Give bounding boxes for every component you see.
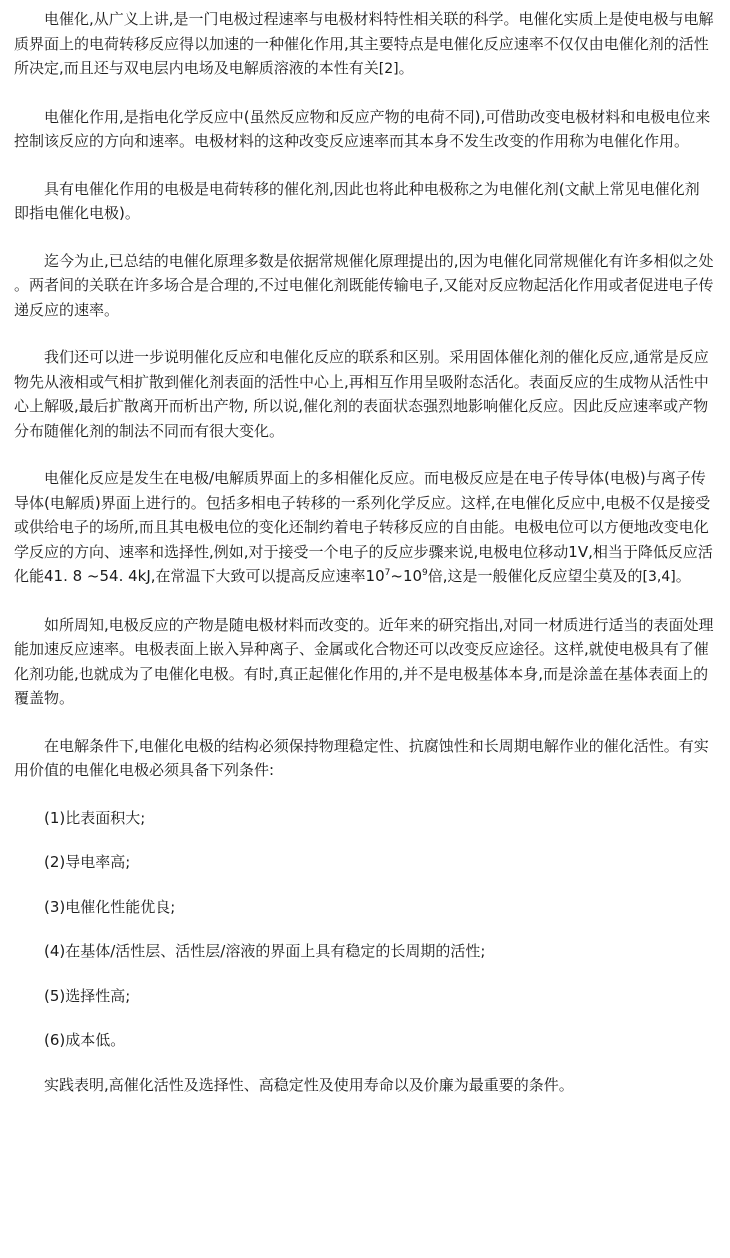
- paragraph-end: 。: [675, 567, 691, 585]
- paragraph-multiphase-reaction: [14, 466, 714, 590]
- paragraph-comparison: 我们还可以进一步说明催化反应和电催化反应的联系和区别。采用固体催化剂的催化反应,通常是反应物先从液相或气相扩散到催化剂表面的活性中心上,再相互作用呈吸附态活化。表面反应的生成物从活性中心上解吸,最后扩散离开而析出产物, 所以说,催化剂的表面状态强烈地影响催化反应。因此反应速率或产物分布随催化剂的制法不同而有很大变化。: [14, 348, 709, 440]
- paragraph-electrocatalysis-action: 电催化作用,是指电化学反应中(虽然反应物和反应产物的电荷不同),可借助改变电极材料和电极电位来控制该反应的方向和速率。电极材料的这种改变反应速率而其本身不发生改变的作用称为电催化作用。: [14, 107, 711, 150]
- exponent: 9: [422, 568, 428, 578]
- condition-item: (4)在基体/活性层、活性层/溶液的界面上具有稳定的长周期的活性;: [44, 942, 486, 960]
- paragraph-requirements-intro: 在电解条件下,电催化电极的结构必须保持物理稳定性、抗腐蚀性和长周期电解作业的催化活性。有实用价值的电催化电极必须具备下列条件:: [14, 736, 709, 779]
- condition-item: (5)选择性高;: [44, 986, 131, 1005]
- paragraph-text: 倍,这是一般催化反应望尘莫及的: [427, 567, 643, 585]
- condition-item: (3)电催化性能优良;: [44, 897, 176, 916]
- exponent: 7: [384, 568, 391, 578]
- paragraph-text: 电催化,从广义上讲,是一门电极过程速率与电极材料特性相关联的科学。电催化实质上是使电极与电解质界面上的电荷转移反应得以加速的一种催化作用,其主要特点是电催化反应速率不仅仅由电催化剂的活性所决定,而且还与双电层内电场及电解质溶液的本性有关: [14, 10, 714, 77]
- condition-item: (2)导电率高;: [44, 853, 131, 871]
- paragraph-conclusion: 实践表明,高催化活性及选择性、高稳定性及使用寿命以及价廉为最重要的条件。: [44, 1075, 574, 1094]
- paragraph-electrocatalyst: 具有电催化作用的电极是电荷转移的催化剂,因此也将此种电极称之为电催化剂(文献上常见电催化剂即指电催化电极)。: [14, 179, 700, 222]
- citation: [2]: [378, 61, 399, 77]
- document-body: [14, 0, 714, 1097]
- paragraph-text: ~10: [390, 567, 423, 585]
- paragraph-end: 。: [398, 59, 414, 77]
- paragraph-definition: [14, 7, 714, 82]
- paragraph-text: 电催化反应是发生在电极/电解质界面上的多相催化反应。而电极反应是在电子传导体(电极)与离子传导体(电解质)界面上进行的。包括多相电子转移的一系列化学反应。这样,在电催化反应中,电极不仅是接受或供给电子的场所,而且其电极电位的变化还制约着电子转移反应的自由能。电极电位可以方便地改变电化学反应的方向、速率和选择性,例如,对于接受一个电子的反应步骤来说,电极电位移动1V,相当于降低反应活化能41. 8 ~54. 4kJ,在常温下大致可以提高反应速率10: [14, 469, 713, 585]
- citation: [3,4]: [642, 569, 676, 585]
- paragraph-electrode-products: 如所周知,电极反应的产物是随电极材料而改变的。近年来的研究指出,对同一材质进行适当的表面处理能加速反应速率。电极表面上嵌入异种离子、金属或化合物还可以改变反应途径。这样,就使电极具有了催化剂功能,也就成为了电催化电极。有时,真正起催化作用的,并不是电极基体本身,而是涂盖在基体表面上的覆盖物。: [14, 615, 714, 707]
- condition-item: (1)比表面积大;: [44, 808, 146, 827]
- paragraph-principles: 迄今为止,已总结的电催化原理多数是依据常规催化原理提出的,因为电催化同常规催化有许多相似之处。两者间的关联在许多场合是合理的,不过电催化剂既能传输电子,又能对反应物起活化作用或者促进电子传递反应的速率。: [14, 251, 714, 319]
- condition-item: (6)成本低。: [44, 1031, 126, 1049]
